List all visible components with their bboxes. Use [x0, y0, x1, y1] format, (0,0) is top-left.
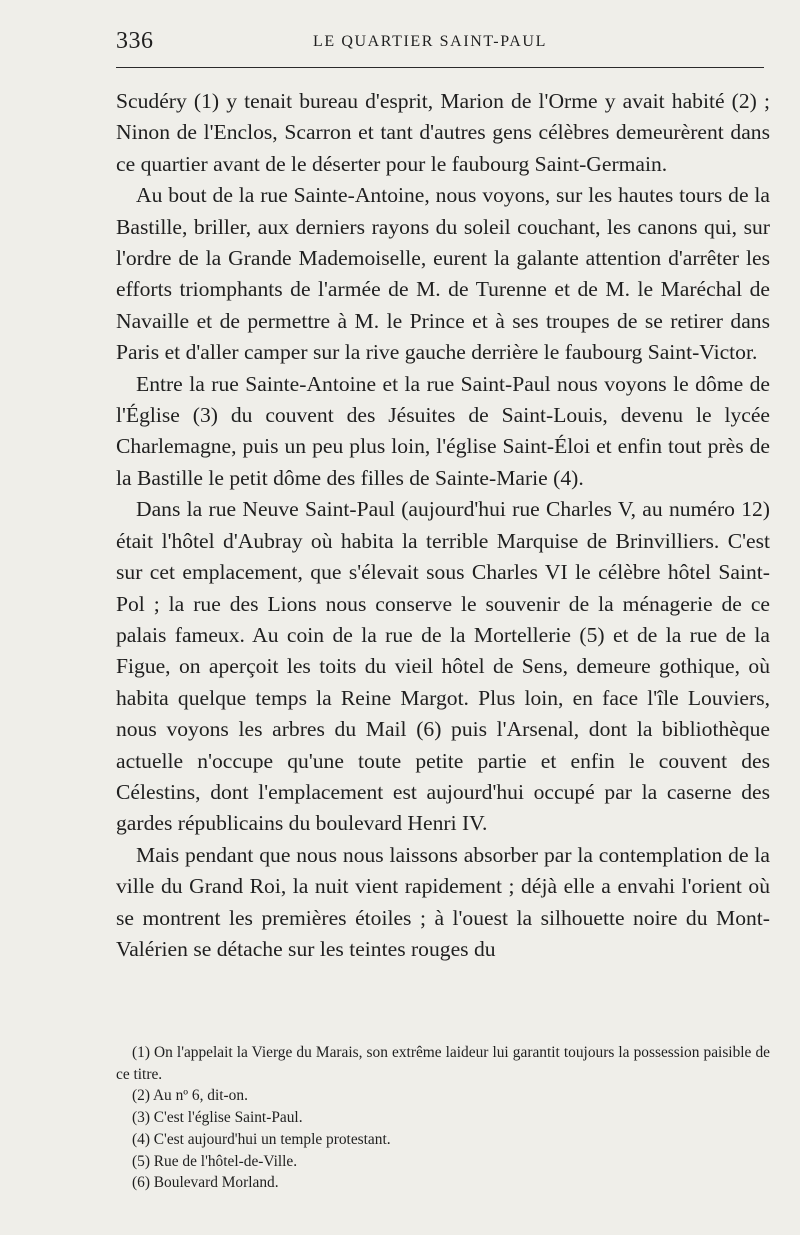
footnote: (3) C'est l'église Saint-Paul.: [132, 1109, 303, 1127]
footnote: (4) C'est aujourd'hui un temple protestant.: [132, 1130, 391, 1148]
footnote: (5) Rue de l'hôtel-de-Ville.: [132, 1152, 298, 1170]
paragraph: Scudéry (1) y tenait bureau d'esprit, Marion de l'Orme y avait habité (2) ; Ninon de l'Enclos, Scarron et tant d'autres gens célèbres demeurèrent dans ce quartier avant de le déserter pour le faubourg Saint-Germain.: [116, 89, 770, 176]
header-rule: [116, 67, 764, 68]
footnotes: [116, 1042, 770, 1194]
body-text: [116, 86, 770, 965]
paragraph: Mais pendant que nous nous laissons absorber par la contemplation de la ville du Grand Roi, la nuit vient rapidement ; déjà elle a envahi l'orient où se montrent les premières étoiles ; à l'ouest la silhouette noire du Mont-Valérien se détache sur les teintes rouges du: [116, 842, 770, 961]
running-title: LE QUARTIER SAINT-PAUL: [313, 33, 547, 50]
paragraph: Au bout de la rue Sainte-Antoine, nous voyons, sur les hautes tours de la Bastille, briller, aux derniers rayons du soleil couchant, les canons qui, sur l'ordre de la Grande Mademoiselle, eurent la galante attention d'arrêter les efforts triomphants de l'armée de M. de Turenne et de M. le Maréchal de Navaille et de permettre à M. le Prince et à ses troupes de se retirer dans Paris et d'aller camper sur la rive gauche derrière le faubourg Saint-Victor.: [116, 183, 770, 365]
footnote: (2) Au nº 6, dit-on.: [132, 1087, 248, 1105]
paragraph: Dans la rue Neuve Saint-Paul (aujourd'hui rue Charles V, au numéro 12) était l'hôtel d'Aubray où habita la terrible Marquise de Brinvilliers. C'est sur cet emplacement, que s'élevait sous Charles VI le célèbre hôtel Saint-Pol ; la rue des Lions nous conserve le souvenir de la ménagerie de ce palais fameux. Au coin de la rue de la Mortellerie (5) et de la rue de la Figue, on aperçoit les toits du vieil hôtel de Sens, demeure gothique, où habita quelque temps la Reine Margot. Plus loin, en face l'île Louviers, nous voyons les arbres du Mail (6) puis l'Arsenal, dont la bibliothèque actuelle n'occupe qu'une toute petite partie et enfin le couvent des Célestins, dont l'emplacement est aujourd'hui occupé par la caserne des gardes républicains du boulevard Henri IV.: [116, 497, 770, 836]
footnote: (6) Boulevard Morland.: [132, 1174, 279, 1192]
page-header: [116, 28, 766, 58]
paragraph: Entre la rue Sainte-Antoine et la rue Saint-Paul nous voyons le dôme de l'Église (3) du couvent des Jésuites de Saint-Louis, devenu le lycée Charlemagne, puis un peu plus loin, l'église Saint-Éloi et enfin tout près de la Bastille le petit dôme des filles de Sainte-Marie (4).: [116, 371, 770, 490]
footnote: (1) On l'appelait la Vierge du Marais, son extrême laideur lui garantit toujours la possession paisible de ce titre.: [116, 1044, 770, 1083]
page-number: 336: [116, 28, 154, 54]
